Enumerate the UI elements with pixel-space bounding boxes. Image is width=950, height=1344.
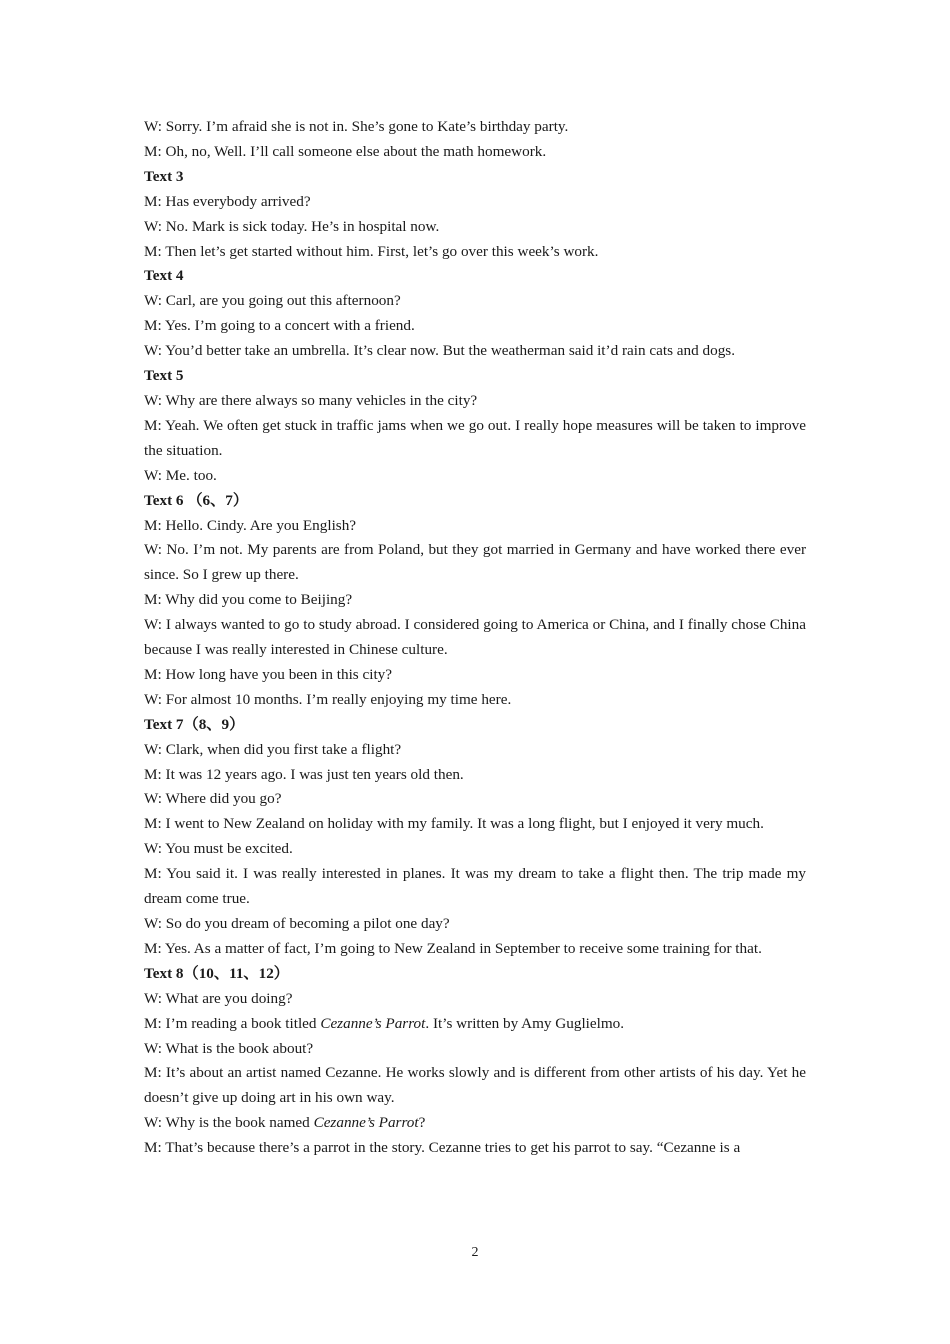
dialogue-line: W: I always wanted to go to study abroad. I considered going to America or China, and I finally chose China because I was really interested in Chinese culture. [144,616,806,659]
dialogue-line: M: It’s about an artist named Cezanne. He works slowly and is different from other artists of his day. Yet he doesn’t give up doing art in his own way. [144,1064,806,1107]
dialogue-line: W: Me. too. [144,466,217,484]
line-text: W: Why is the book named [144,1114,314,1132]
dialogue-line: M: I went to New Zealand on holiday with my family. It was a long flight, but I enjoyed it very much. [144,815,764,833]
dialogue-line: W: For almost 10 months. I’m really enjoying my time here. [144,690,512,708]
dialogue-line: W: Clark, when did you first take a flight? [144,740,402,758]
dialogue-line: M: It was 12 years ago. I was just ten years old then. [144,765,464,783]
dialogue-line: W: What are you doing? [144,989,293,1007]
line-text: ? [418,1114,426,1132]
dialogue-line: W: You must be excited. [144,840,293,858]
dialogue-line: M: That’s because there’s a parrot in the story. Cezanne tries to get his parrot to say. “Cezanne is a [144,1139,741,1157]
dialogue-line: M: Oh, no, Well. I’ll call someone else about the math homework. [144,142,547,160]
dialogue-line: W: Sorry. I’m afraid she is not in. She’s gone to Kate’s birthday party. [144,118,569,135]
book-title: Cezanne’s Parrot [313,1114,419,1132]
section-heading: Text 4 [144,267,184,285]
book-title: Cezanne’s Parrot [320,1014,426,1032]
dialogue-line: M: Yes. As a matter of fact, I’m going to New Zealand in September to receive some training for that. [144,939,762,957]
document-page [144,115,806,1161]
dialogue-line: M: Why did you come to Beijing? [144,591,353,609]
section-heading: Text 5 [144,367,184,385]
page-number: 2 [471,1245,479,1260]
dialogue-line: M: Yes. I’m going to a concert with a friend. [144,317,415,335]
dialogue-line [144,1111,806,1136]
dialogue-line: W: Why are there always so many vehicles in the city? [144,391,478,409]
line-text: . It’s written by Amy Guglielmo. [425,1014,625,1032]
dialogue-line: M: How long have you been in this city? [144,665,393,683]
dialogue-line: M: Then let’s get started without him. First, let’s go over this week’s work. [144,242,599,260]
dialogue-line: W: What is the book about? [144,1039,314,1057]
section-heading: Text 8（10、11、12） [144,964,289,982]
dialogue-line [144,1012,806,1037]
dialogue-line: W: No. Mark is sick today. He’s in hospital now. [144,217,440,235]
dialogue-line: M: Has everybody arrived? [144,192,311,210]
section-heading: Text 3 [144,167,184,185]
dialogue-line: W: So do you dream of becoming a pilot one day? [144,915,450,932]
section-heading: Text 6 （6、7） [144,491,249,509]
dialogue-line: W: You’d better take an umbrella. It’s clear now. But the weatherman said it’d rain cats and dogs. [144,342,736,360]
dialogue-line: M: You said it. I was really interested in planes. It was my dream to take a flight then. The trip made my dream come true. [144,865,806,908]
line-text: M: I’m reading a book titled [144,1014,321,1032]
dialogue-line: W: Carl, are you going out this afternoon? [144,292,401,310]
dialogue-line: W: Where did you go? [144,790,282,808]
dialogue-line: M: Hello. Cindy. Are you English? [144,516,357,534]
dialogue-line: W: No. I’m not. My parents are from Poland, but they got married in Germany and have worked there ever since. So I grew up there. [144,541,806,584]
section-heading: Text 7（8、9） [144,715,245,733]
dialogue-line: M: Yeah. We often get stuck in traffic jams when we go out. I really hope measures will be taken to improve the situation. [144,416,806,459]
